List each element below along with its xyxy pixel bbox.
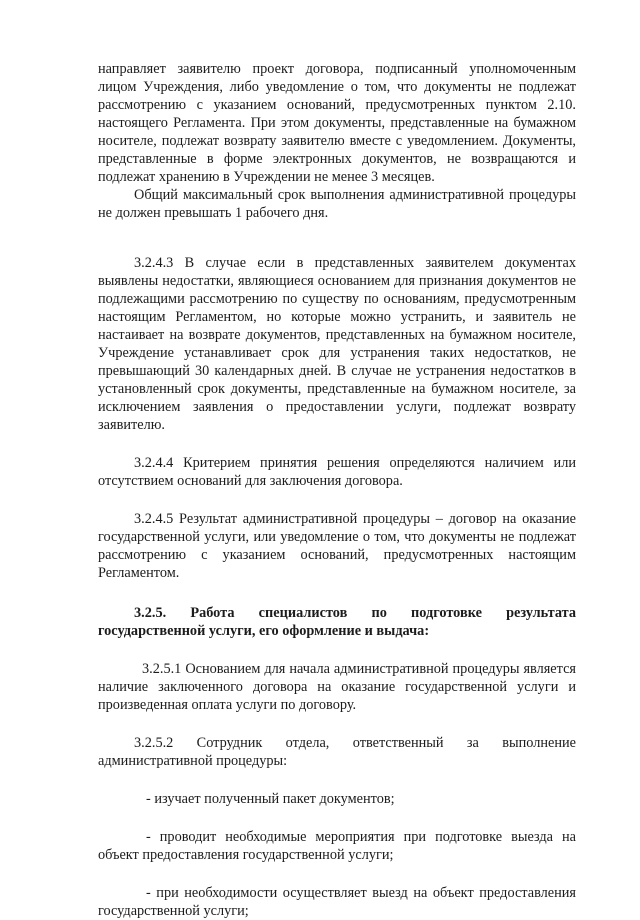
document-body: [98, 60, 576, 920]
paragraph-3-2-4-4: 3.2.4.4 Критерием принятия решения определяются наличием или отсутствием оснований для заключения договора.: [98, 455, 576, 489]
list-item-site-visit: - при необходимости осуществляет выезд на объект предоставления государственной услуги;: [98, 885, 576, 919]
paragraph-time-limit: Общий максимальный срок выполнения административной процедуры не должен превышать 1 рабочего дня.: [98, 187, 576, 221]
paragraph-3-2-4-5: 3.2.4.5 Результат административной процедуры – договор на оказание государственной услуги, или уведомление о том, что документы не подлежат рассмотрению с указанием оснований, предусмотренных настоящим Регламентом.: [98, 511, 576, 581]
paragraph-3-2-4-3: 3.2.4.3 В случае если в представленных заявителем документах выявлены недостатки, являющиеся основанием для признания документов не подлежащими рассмотрению по существу по основаниям, предусмотренным настоящим Регламентом, но которые можно устранить, и заявитель не настаивает на возврате документов, представленных на бумажном носителе, Учреждение устанавливает срок для устранения таких недостатков, не превышающий 30 календарных дней. В случае не устранения недостатков в установленный срок документы, представленные на бумажном носителе, за исключением заявления о предоставлении услуги, подлежат возврату заявителю.: [98, 255, 576, 433]
list-item-study-documents: - изучает полученный пакет документов;: [146, 791, 395, 807]
list-item-prepare-visit: - проводит необходимые мероприятия при подготовке выезда на объект предоставления государственной услуги;: [98, 829, 576, 863]
paragraph-3-2-5-1: 3.2.5.1 Основанием для начала административной процедуры является наличие заключенного договора на оказание государственной услуги и произведенная оплата услуги по договору.: [98, 661, 576, 713]
section-heading-3-2-5: 3.2.5. Работа специалистов по подготовке результата государственной услуги, его оформление и выдача:: [98, 605, 576, 639]
paragraph-3-2-5-2: 3.2.5.2 Сотрудник отдела, ответственный за выполнение административной процедуры:: [98, 735, 576, 769]
paragraph-draft-contract: направляет заявителю проект договора, подписанный уполномоченным лицом Учреждения, либо уведомление о том, что документы не подлежат рассмотрению с указанием оснований, предусмотренных пунктом 2.10. настоящего Регламента. При этом документы, представленные на бумажном носителе, подлежат возврату заявителю вместе с уведомлением. Документы, представленные в форме электронных документов, не возвращаются и подлежат хранению в Учреждении не менее 3 месяцев.: [98, 61, 576, 185]
